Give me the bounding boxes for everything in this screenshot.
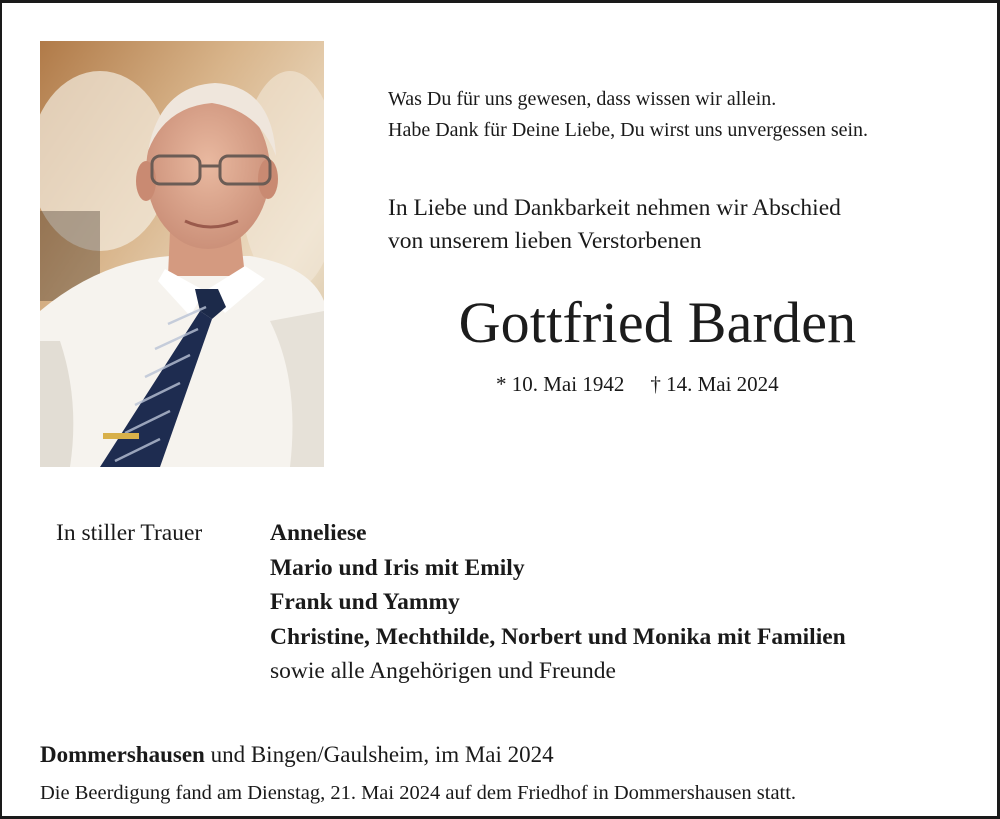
- mourner-name: Mario und Iris mit Emily: [270, 554, 525, 581]
- mourner-name: Anneliese: [270, 520, 367, 546]
- memorial-verse: [388, 84, 868, 146]
- mourners-list: [270, 516, 846, 689]
- mourning-label: In stiller Trauer: [56, 520, 203, 546]
- intro-line: In Liebe und Dankbarkeit nehmen wir Abschied: [388, 195, 841, 221]
- mourners-closing: sowie alle Angehörigen und Freunde: [270, 658, 616, 684]
- mourner-name: Frank und Yammy: [270, 589, 460, 615]
- life-dates: [496, 369, 779, 399]
- mourner-name: Christine, Mechthilde, Norbert und Monika mit Familien: [270, 623, 846, 650]
- place-name: Dommershausen: [40, 742, 205, 767]
- verse-line: Was Du für uns gewesen, dass wissen wir allein.: [388, 88, 777, 110]
- birth-date: * 10. Mai 1942: [496, 372, 625, 396]
- place-and-date: [40, 738, 554, 772]
- verse-line: Habe Dank für Deine Liebe, Du wirst uns unvergessen sein.: [388, 119, 869, 141]
- farewell-intro: [388, 192, 841, 258]
- death-date: † 14. Mai 2024: [650, 372, 779, 396]
- deceased-name: Gottfried Barden: [458, 290, 857, 355]
- intro-line: von unserem lieben Verstorbenen: [388, 228, 702, 254]
- funeral-notice: Die Beerdigung fand am Dienstag, 21. Mai 2024 auf dem Friedhof in Dommershausen statt.: [40, 782, 797, 804]
- place-date: und Bingen/Gaulsheim, im Mai 2024: [204, 742, 554, 767]
- portrait-photo: [40, 41, 324, 467]
